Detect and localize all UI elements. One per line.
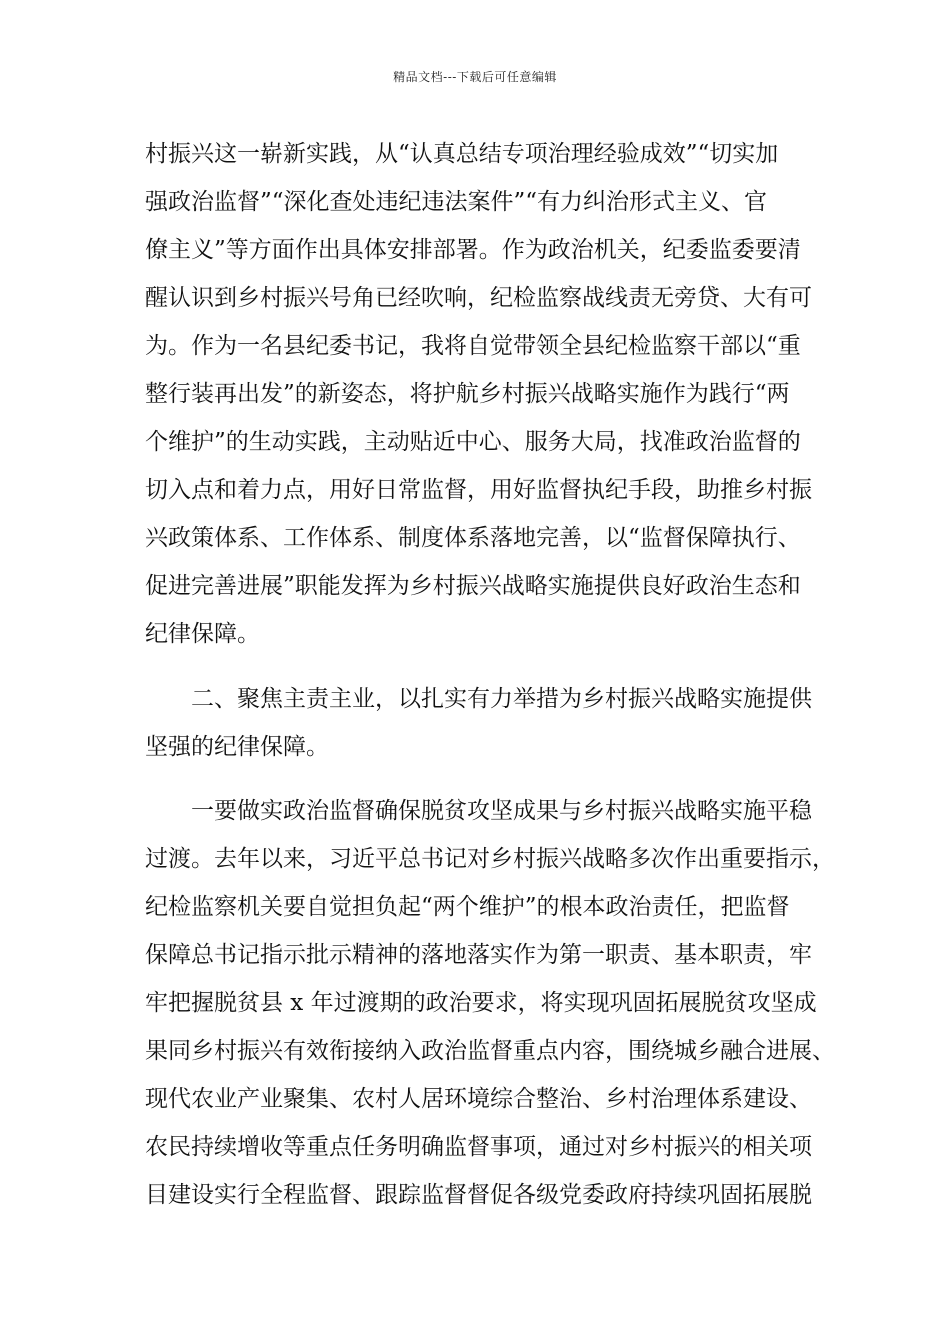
body-line: 整行装再出发”的新姿态，将护航乡村振兴战略实施作为践行“两 [145, 381, 790, 407]
body-line: 现代农业产业聚集、农村人居环境综合整治、乡村治理体系建设、 [145, 1086, 812, 1112]
page-header: 精品文档---下载后可任意编辑 [393, 70, 557, 84]
body-line: 村振兴这一崭新实践，从“认真总结专项治理经验成效”“切实加 [145, 141, 779, 167]
body-line: 保障总书记指示批示精神的落地落实作为第一职责、基本职责，牢 [145, 942, 812, 968]
body-line: 过渡。去年以来，习近平总书记对乡村振兴战略多次作出重要指示， [145, 846, 835, 872]
body-line: 个维护”的生动实践，主动贴近中心、服务大局，找准政治监督的 [145, 429, 801, 455]
body-line: 僚主义”等方面作出具体安排部署。作为政治机关，纪委监委要清 [145, 237, 801, 263]
body-line: 兴政策体系、工作体系、制度体系落地完善，以“监督保障执行、 [145, 525, 801, 551]
body-line: 为。作为一名县纪委书记，我将自觉带领全县纪检监察干部以“重 [145, 333, 801, 359]
body-line: 纪检监察机关要自觉担负起“两个维护”的根本政治责任，把监督 [145, 894, 790, 920]
body-line: 农民持续增收等重点任务明确监督事项，通过对乡村振兴的相关项 [145, 1134, 812, 1160]
body-line: 切入点和着力点，用好日常监督，用好监督执纪手段，助推乡村振 [145, 477, 812, 503]
body-line: 一要做实政治监督确保脱贫攻坚成果与乡村振兴战略实施平稳 [191, 798, 812, 824]
section-heading-line: 坚强的纪律保障。 [145, 734, 329, 760]
body-line: 目建设实行全程监督、跟踪监督督促各级党委政府持续巩固拓展脱 [145, 1182, 812, 1208]
body-line: 醒认识到乡村振兴号角已经吹响，纪检监察战线责无旁贷、大有可 [145, 285, 812, 311]
body-line: 促进完善进展”职能发挥为乡村振兴战略实施提供良好政治生态和 [145, 573, 801, 599]
body-line: 果同乡村振兴有效衔接纳入政治监督重点内容，围绕城乡融合进展、 [145, 1038, 835, 1064]
section-heading-line: 二、聚焦主责主业，以扎实有力举措为乡村振兴战略实施提供 [191, 686, 812, 712]
body-line: 强政治监督”“深化查处违纪违法案件”“有力纠治形式主义、官 [145, 189, 768, 215]
body-line: 纪律保障。 [145, 621, 260, 647]
body-line: 牢把握脱贫县 x 年过渡期的政治要求，将实现巩固拓展脱贫攻坚成 [145, 990, 817, 1016]
